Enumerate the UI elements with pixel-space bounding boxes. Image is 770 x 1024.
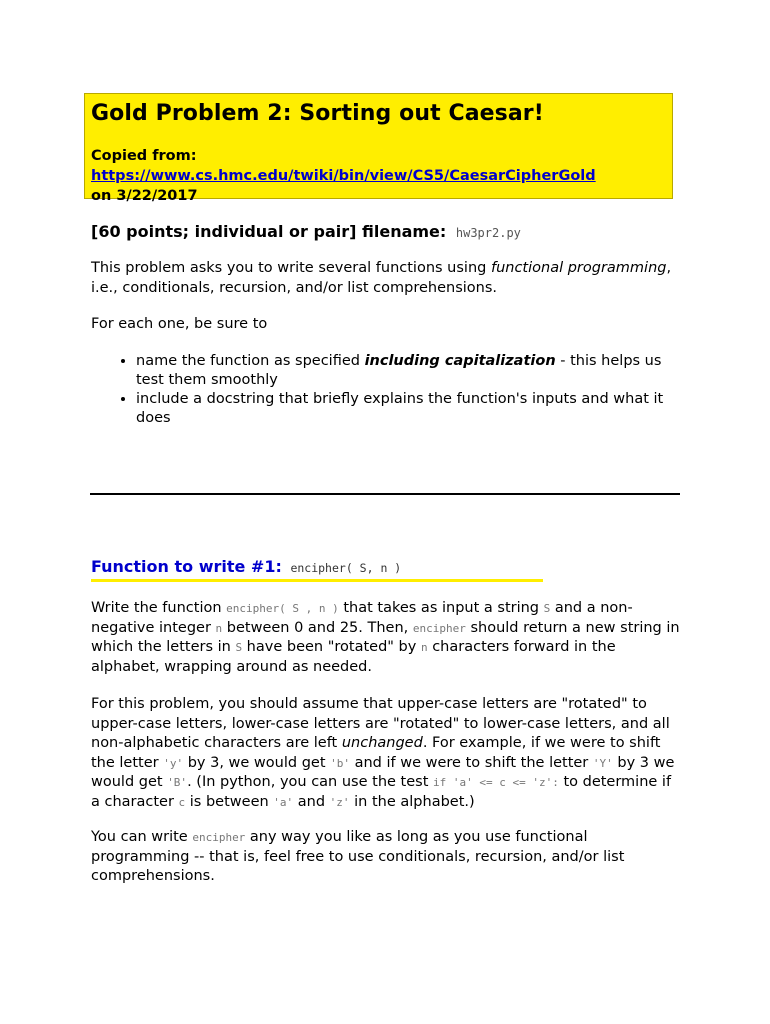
inline-code: 'y' [163,756,184,770]
para-text: between 0 and 25. Then, [222,619,413,636]
list-item: • include a docstring that briefly explains the function's inputs and what it does [136,390,681,428]
inline-code: 'Y' [592,756,613,770]
source-link[interactable]: https://www.cs.hmc.edu/twiki/bin/view/CS5/CaesarCipherGold [91,168,596,184]
page-title: Gold Problem 2: Sorting out Caesar! [91,101,544,126]
para-text: For this problem, you should assume that upper-case letters are "rotated" to upper-case letters, lower-case letters are "rotated" to lower-case letters, and all non-alphabetic characters are left [91,696,670,751]
para-text: should return a new string in which the letters in [91,619,680,655]
copied-date: on 3/22/2017 [91,188,198,204]
inline-code: encipher( S , n ) [226,602,339,615]
points-heading [91,222,521,241]
para-text: any way you like as long as you use functional programming -- that is, feel free to use conditionals, recursion, and/or list comprehensions. [91,829,625,884]
inline-code: 'b' [330,756,350,770]
horizontal-divider [90,493,680,495]
inline-code: 'a' [273,795,294,809]
inline-code: S [543,602,551,615]
inline-code: n [420,641,428,654]
para-text: . For example, if we were to shift the letter [91,735,661,771]
function-signature: encipher( S, n ) [290,561,402,575]
inline-code: n [215,621,223,635]
inline-code: encipher [412,621,466,635]
function-heading [91,557,543,582]
filename-code: hw3pr2.py [455,226,521,240]
para-text: in the alphabet.) [349,793,475,810]
para-text: and [293,793,330,810]
intro-emphasis: functional programming [490,260,667,276]
bullet-emphasis: including capitalization [364,353,556,369]
source-note [91,146,666,206]
para-emphasis: unchanged [341,735,423,751]
bullet-text: name the function as specified [136,353,365,369]
copied-label: Copied from: [91,148,197,164]
para-text: characters forward in the alphabet, wrapping around as needed. [91,639,616,675]
requirements-list [91,352,681,428]
function-description-paragraph [91,599,681,677]
para-text: have been "rotated" by [242,639,421,655]
para-text: that takes as input a string [338,600,544,616]
para-text: is between [185,793,274,810]
para-text: to determine if a character [91,774,672,810]
intro-text: This problem asks you to write several functions using [91,260,491,276]
intro-text-end: , i.e., conditionals, recursion, and/or list comprehensions. [91,260,672,296]
function-heading-label: Function to write #1: [91,557,282,576]
inline-code: encipher [192,831,246,844]
rotation-rules-paragraph [91,695,681,812]
inline-code: c [178,795,186,809]
inline-code: if 'a' <= c <= 'z': [433,776,559,789]
para-text: You can write [91,829,193,845]
para-text: . (In python, you can use the test [187,774,433,790]
inline-code: 'B' [167,776,188,789]
title-banner [84,93,673,204]
bullet-text-end: - this helps us test them smoothly [136,353,662,388]
para-text: by 3, we would get [183,754,331,771]
para-text: and if we were to shift the letter [350,754,593,771]
para-text: Write the function [91,600,227,616]
intro-paragraph [91,259,681,298]
inline-code: 'z' [329,795,350,809]
implementation-note-paragraph [91,828,681,887]
instructions-paragraph: For each one, be sure to [91,316,268,332]
para-text: by 3 we would get [91,754,675,790]
list-item [136,352,681,390]
points-label: [60 points; individual or pair] filename: [91,222,447,241]
inline-code: S [235,641,243,654]
para-text: and a non-negative integer [91,600,633,636]
